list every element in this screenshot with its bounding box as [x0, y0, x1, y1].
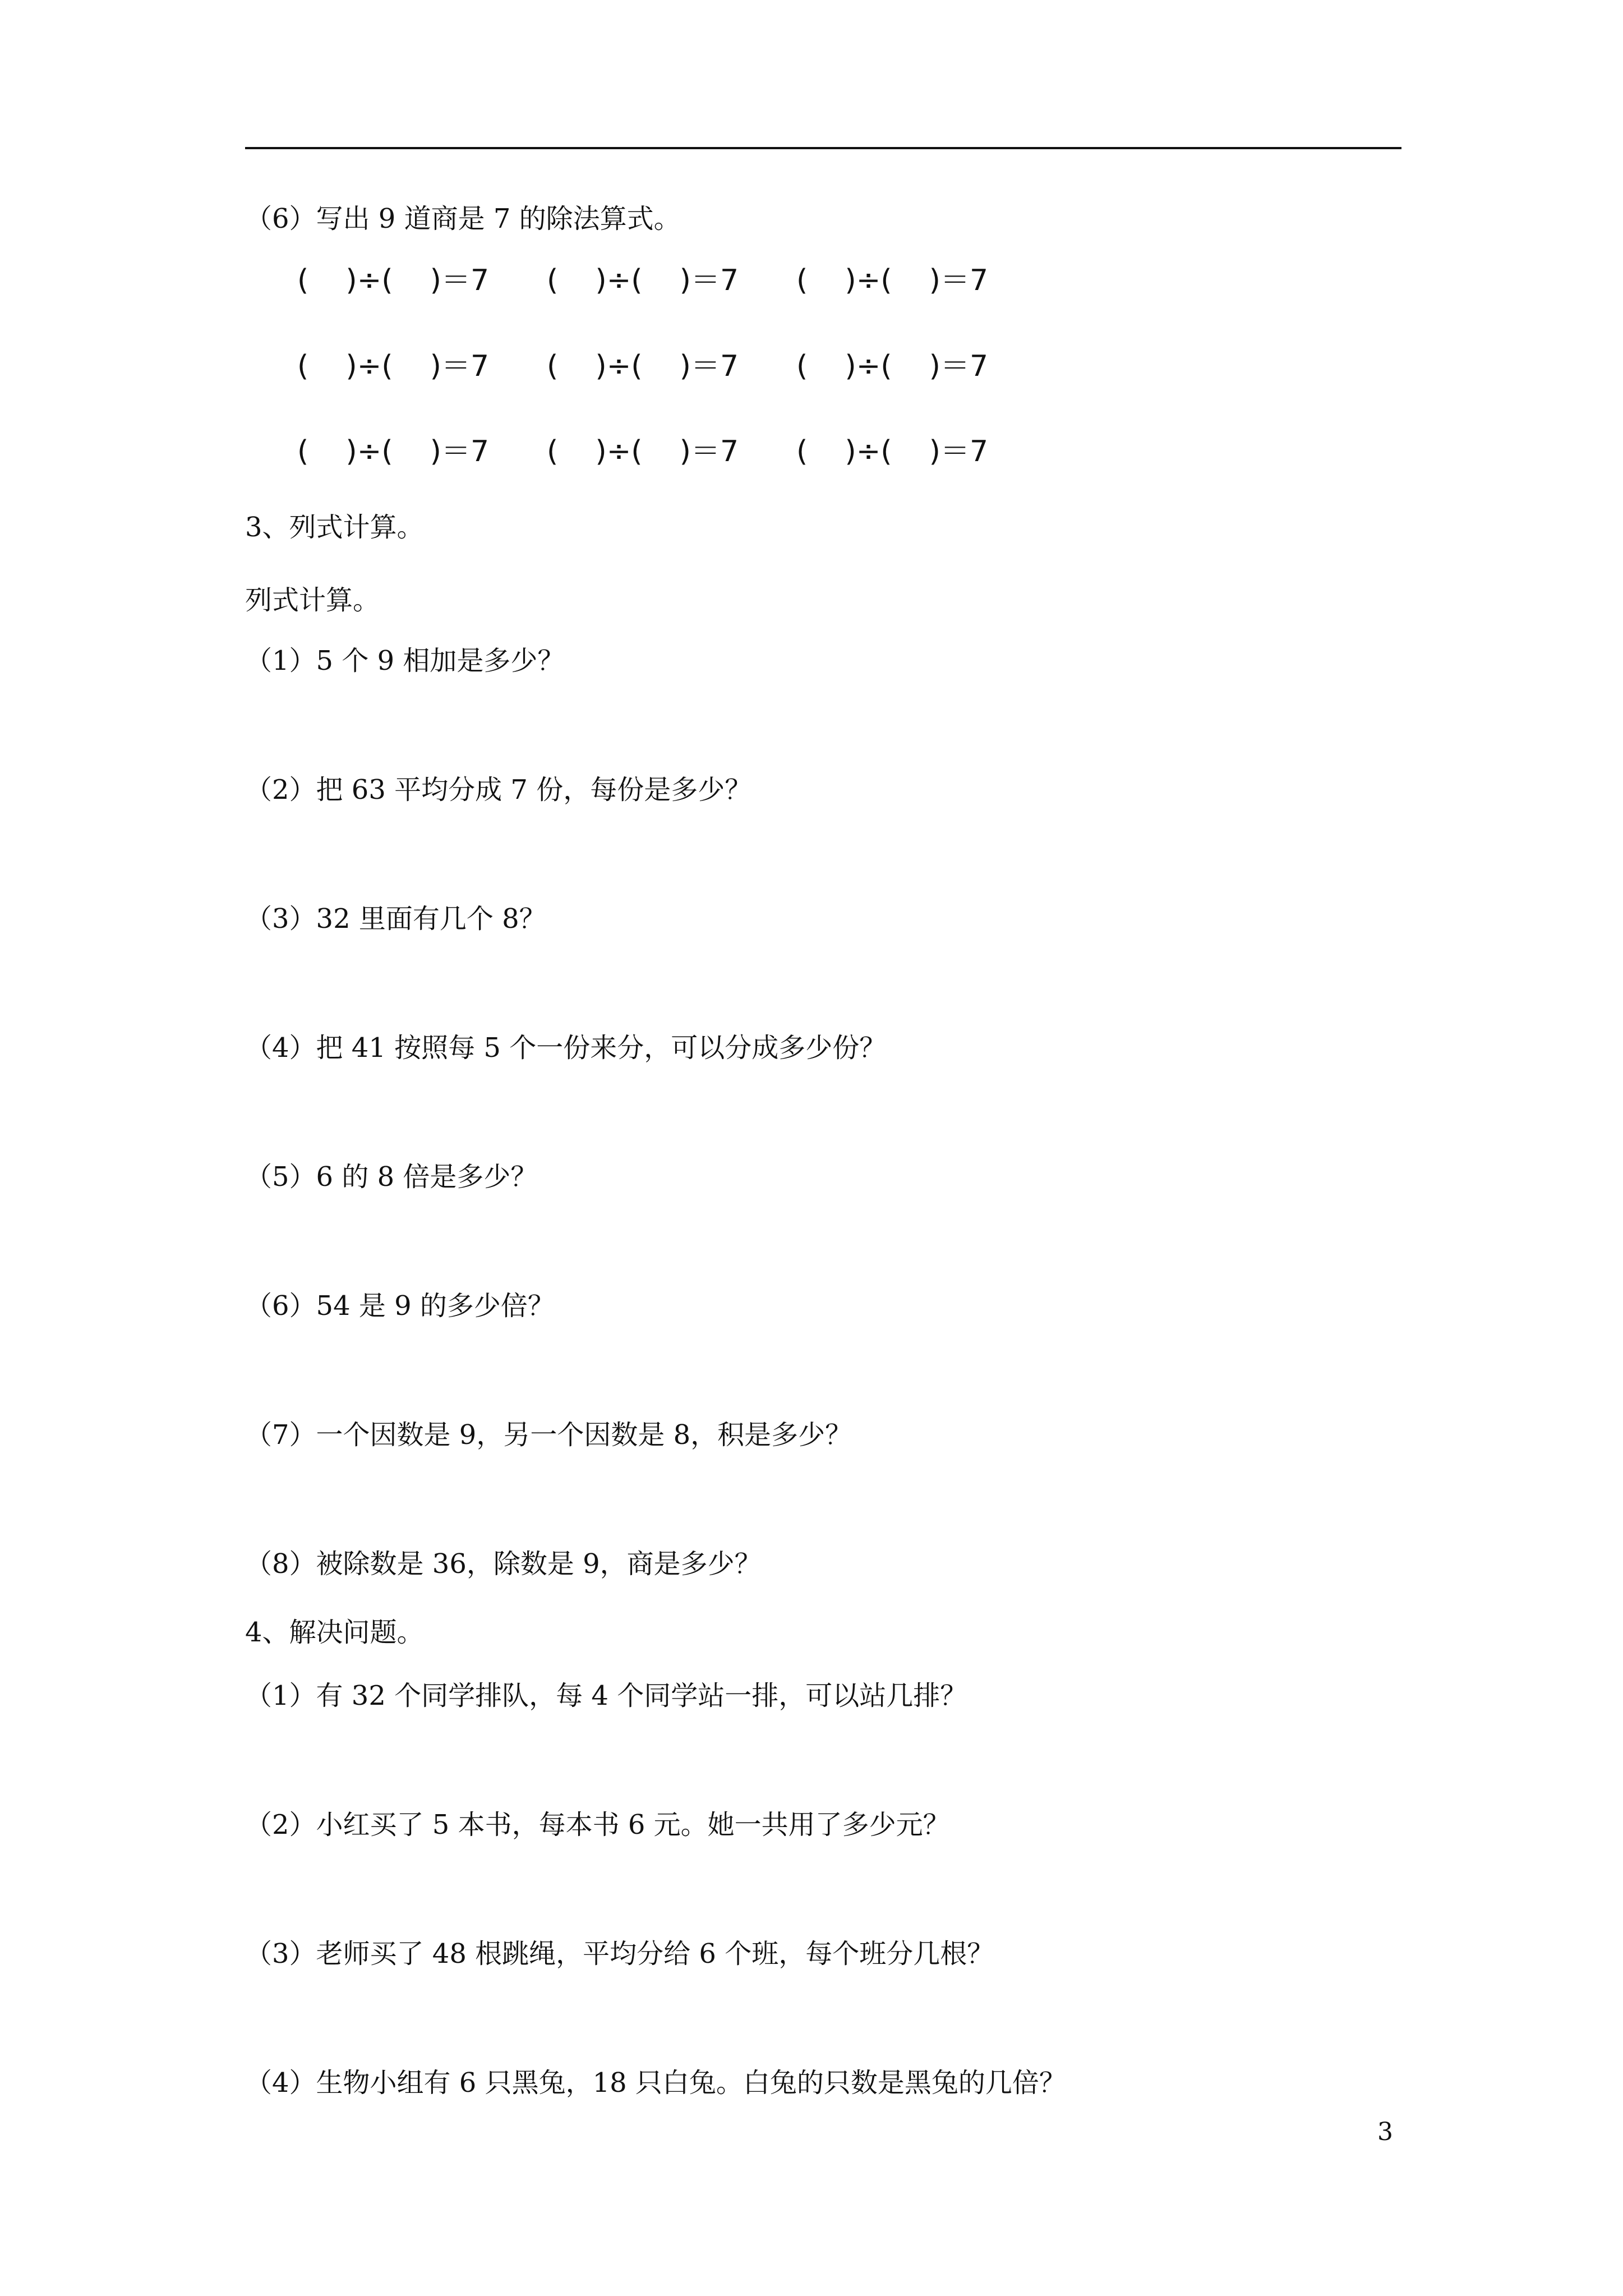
equation-blank[interactable]: ( )÷( )＝7: [796, 435, 989, 468]
section3-item: （8）被除数是 36，除数是 9，商是多少？: [245, 1548, 762, 1580]
page-number: 3: [1377, 2118, 1393, 2146]
equation-blank[interactable]: ( )÷( )＝7: [297, 435, 490, 468]
part6-prompt: （6）写出 9 道商是 7 的除法算式。: [245, 203, 681, 234]
section3-item: （6）54 是 9 的多少倍？: [245, 1290, 555, 1322]
equation-blank[interactable]: ( )÷( )＝7: [547, 435, 739, 468]
section4-item: （1）有 32 个同学排队，每 4 个同学站一排，可以站几排？: [245, 1680, 967, 1711]
section3-heading: 3、列式计算。: [245, 512, 424, 543]
equation-blank[interactable]: ( )÷( )＝7: [547, 349, 739, 383]
section4-item: （3）老师买了 48 根跳绳，平均分给 6 个班，每个班分几根？: [245, 1938, 994, 1970]
equation-blank[interactable]: ( )÷( )＝7: [796, 349, 989, 383]
section4-item: （2）小红买了 5 本书，每本书 6 元。她一共用了多少元？: [245, 1809, 950, 1841]
section3-item: （4）把 41 按照每 5 个一份来分，可以分成多少份？: [245, 1032, 887, 1064]
header-rule: [245, 147, 1401, 149]
equation-blank[interactable]: ( )÷( )＝7: [297, 264, 490, 297]
section3-item: （1）5 个 9 相加是多少？: [245, 645, 565, 677]
section3-subheading: 列式计算。: [245, 585, 380, 616]
section3-item: （3）32 里面有几个 8？: [245, 903, 546, 935]
equation-blank[interactable]: ( )÷( )＝7: [547, 264, 739, 297]
equation-blank[interactable]: ( )÷( )＝7: [796, 264, 989, 297]
section3-item: （7）一个因数是 9，另一个因数是 8，积是多少？: [245, 1419, 852, 1451]
section4-heading: 4、解决问题。: [245, 1617, 424, 1648]
section3-item: （5）6 的 8 倍是多少？: [245, 1161, 538, 1193]
section4-item: （4）生物小组有 6 只黑兔，18 只白兔。白兔的只数是黑兔的几倍？: [245, 2067, 1066, 2099]
equation-blank[interactable]: ( )÷( )＝7: [297, 349, 490, 383]
section3-item: （2）把 63 平均分成 7 份，每份是多少？: [245, 774, 752, 806]
